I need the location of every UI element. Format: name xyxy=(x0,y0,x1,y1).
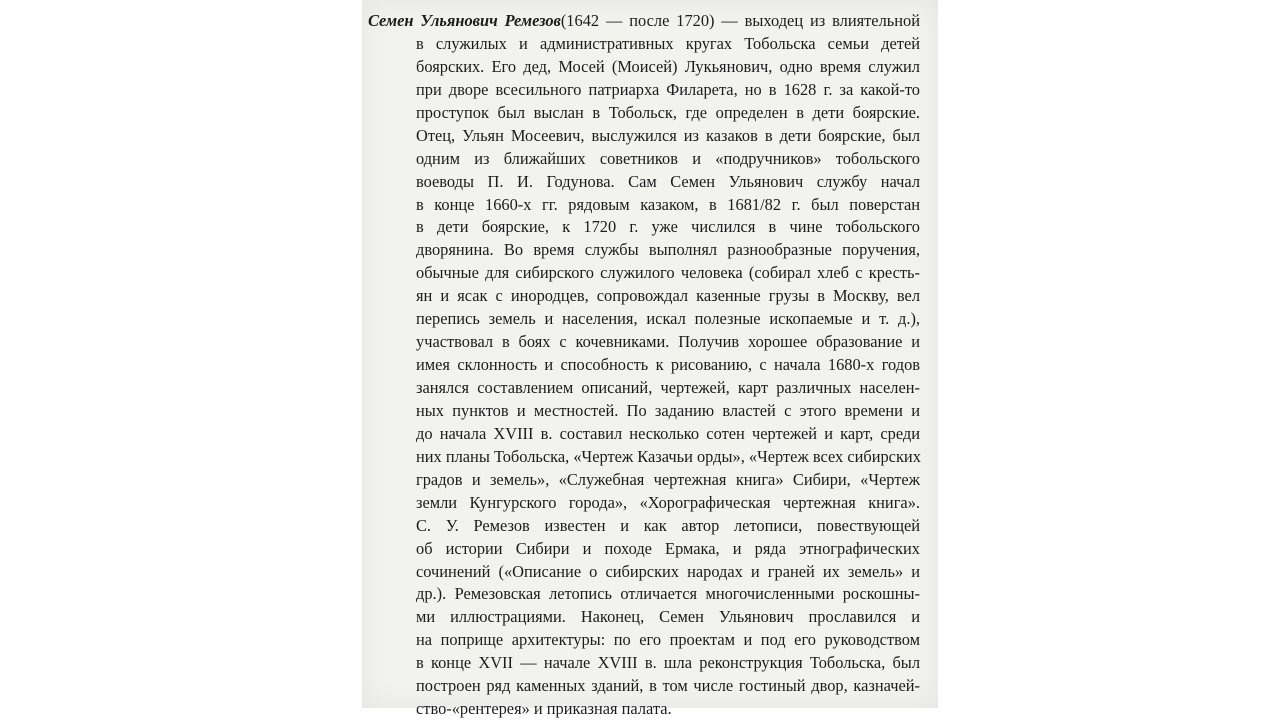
text-line: в конце 1660-х гг. рядовым казаком, в 1681/82 г. был поверстан xyxy=(416,194,920,214)
text-line: об истории Сибири и походе Ермака, и ряда этнографических xyxy=(416,538,920,558)
text-line: построен ряд каменных зданий, в том числе гостиный двор, казначей- xyxy=(416,676,920,696)
text-line: Отец, Ульян Мосеевич, выслужился из казаков в дети боярские, был xyxy=(416,125,920,145)
text-line: дворянина. Во время службы выполнял разнообразные поручения, xyxy=(416,240,920,260)
text-line: обычные для сибирского служилого человека (собирал хлеб с кресть- xyxy=(416,263,920,283)
text-line: в служилых и административных кругах Тобольска семьи детей xyxy=(416,33,920,53)
text-line: до начала XVIII в. составил несколько сотен чертежей и карт, среди xyxy=(416,423,920,443)
text-line: них планы Тобольска, «Чертеж Казачьи орды», «Чертеж всех сибирских xyxy=(416,446,921,466)
text-line: на поприще архитектуры: по его проектам и под его руководством xyxy=(416,630,920,650)
text-line xyxy=(368,10,920,33)
text-line: в дети боярские, к 1720 г. уже числился в чине тобольского xyxy=(416,217,920,237)
text-line: ных пунктов и местностей. По заданию властей с этого времени и xyxy=(416,400,920,420)
text-line: ство-«рентерея» и приказная палата. xyxy=(416,699,672,719)
text-line: при дворе всесильного патриарха Филарета, но в 1628 г. за какой-то xyxy=(416,79,920,99)
text-line: земли Кунгурского города», «Хорографическая чертежная книга». xyxy=(416,492,920,512)
text-line-content: (1642 — после 1720) — выходец из влиятельной xyxy=(560,11,920,30)
text-line: сочинений («Описание о сибирских народах и граней их земель» и xyxy=(416,561,920,581)
text-line: перепись земель и населения, искал полезные ископаемые и т. д.), xyxy=(416,309,920,329)
text-line: одним из ближайших советников и «подручников» тобольского xyxy=(416,148,920,168)
text-line: ми иллюстрациями. Наконец, Семен Ульянович прославился и xyxy=(416,607,920,627)
scanned-page xyxy=(362,0,938,719)
text-line: др.). Ремезовская летопись отличается многочисленными роскошны- xyxy=(416,584,920,604)
text-line: градов и земель», «Служебная чертежная книга» Сибири, «Чертеж xyxy=(416,469,920,489)
text-line: участвовал в боях с кочевниками. Получив хорошее образование и xyxy=(416,332,920,352)
text-line: боярских. Его дед, Мосей (Моисей) Лукьянович, одно время служил xyxy=(416,56,920,76)
text-line: в конце XVII — начале XVIII в. шла реконструкция Тобольска, был xyxy=(416,653,920,673)
text-line: воеводы П. И. Годунова. Сам Семен Ульянович службу начал xyxy=(416,171,920,191)
text-line: занялся составлением описаний, чертежей, карт различных населен- xyxy=(416,378,920,397)
text-line: проступок был выслан в Тобольск, где определен в дети боярские. xyxy=(416,102,920,122)
text-line: имея склонность и способность к рисованию, с начала 1680-х годов xyxy=(416,355,920,375)
text-line: ян и ясак с инородцев, сопровождал казенные грузы в Москву, вел xyxy=(416,286,920,306)
person-name: Семен Ульянович Ремезов xyxy=(368,11,561,30)
article-text xyxy=(368,10,920,721)
text-line: С. У. Ремезов известен и как автор летописи, повествующей xyxy=(416,515,920,535)
